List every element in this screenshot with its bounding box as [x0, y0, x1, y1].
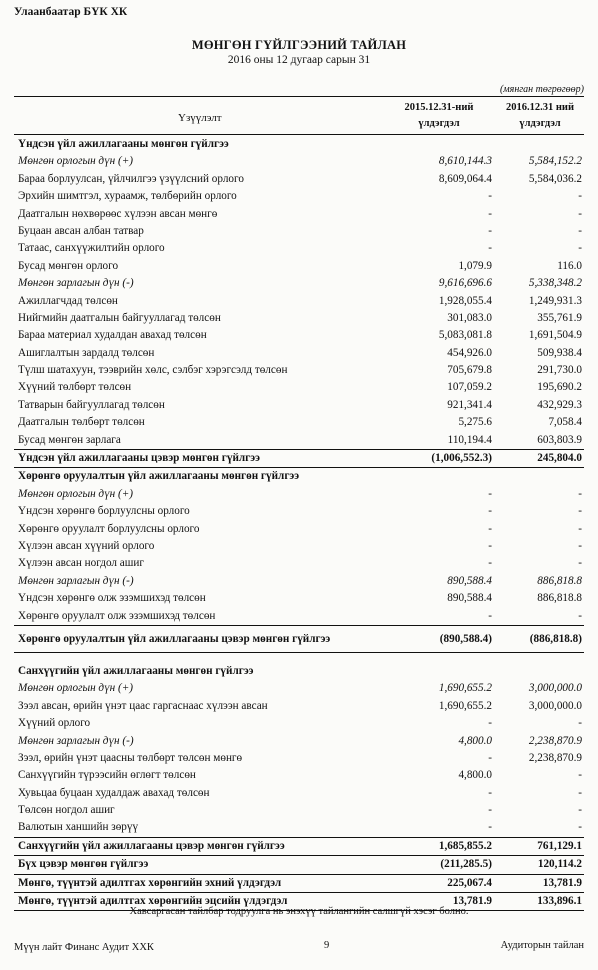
value-2016: -	[578, 804, 582, 817]
table-row	[14, 802, 584, 819]
value-2015: 107,059.2	[447, 381, 492, 394]
row-label: Мөнгөн орлогын дүн (+)	[18, 487, 134, 500]
row-label: Бусад мөнгөн орлого	[18, 259, 119, 272]
table-row	[14, 715, 584, 732]
table-row	[14, 608, 584, 625]
value-2015: 225,067.4	[447, 876, 492, 889]
value-2016: -	[578, 190, 582, 203]
company-name: Улаанбаатар БҮК ХК	[14, 6, 128, 18]
table-row	[14, 653, 584, 663]
cash-flow-table	[14, 136, 584, 911]
report-type: Аудиторын тайлан	[500, 940, 584, 951]
table-row	[14, 590, 584, 607]
row-label: Хөрөнгө оруулалтын үйл ажиллагааны цэвэр мөнгөн гүйлгээ	[18, 632, 331, 645]
table-row	[14, 153, 584, 170]
row-label: Хүлээн авсан хүүний орлого	[18, 539, 155, 552]
row-label: Хүлээн авсан ногдол ашиг	[18, 557, 144, 570]
value-2016: 2,238,870.9	[528, 734, 582, 747]
value-2015: -	[488, 751, 492, 764]
header-top-rule	[14, 96, 584, 97]
value-2015: -	[488, 207, 492, 220]
value-2015: 8,609,064.4	[438, 172, 492, 185]
value-2015: -	[488, 717, 492, 730]
header-bottom-rule	[14, 134, 584, 135]
value-2015: -	[488, 821, 492, 834]
table-row	[14, 503, 584, 520]
value-2016: -	[578, 609, 582, 622]
value-2015: -	[488, 190, 492, 203]
row-label: Хүүний орлого	[18, 717, 91, 730]
value-2015: -	[488, 522, 492, 535]
value-2015: 454,926.0	[447, 346, 492, 359]
row-label: Даатгалын төлбөрт төлсөн	[18, 416, 145, 429]
value-2016: 5,584,036.2	[528, 172, 582, 185]
table-row	[14, 663, 584, 680]
value-2015: -	[488, 505, 492, 518]
value-2015: -	[488, 804, 492, 817]
value-2016: -	[578, 522, 582, 535]
column-header-2015	[384, 100, 494, 136]
column-header-2016	[490, 100, 590, 136]
table-row	[14, 680, 584, 697]
table-row	[14, 171, 584, 188]
table-row	[14, 837, 584, 856]
table-row	[14, 856, 584, 874]
table-row	[14, 275, 584, 292]
value-2016: 1,691,504.9	[528, 329, 582, 342]
value-2015: 921,341.4	[447, 398, 492, 411]
table-row	[14, 468, 584, 485]
table-row	[14, 625, 584, 653]
value-2015: 301,083.0	[447, 311, 492, 324]
value-2016: 2,238,870.9	[528, 751, 582, 764]
row-label: Мөнгөн зарлагын дүн (-)	[18, 277, 134, 290]
value-2015: (890,588.4)	[439, 632, 492, 645]
value-2015: 705,679.8	[447, 364, 492, 377]
table-row	[14, 310, 584, 327]
value-2015: 890,588.4	[447, 592, 492, 605]
row-label: Санхүүгийн үйл ажиллагааны цэвэр мөнгөн гүйлгээ	[18, 839, 285, 852]
row-label: Хөрөнгө оруулалт борлуулсны орлого	[18, 522, 200, 535]
value-2015: 5,275.6	[458, 416, 492, 429]
row-label: Бусад мөнгөн зарлага	[18, 433, 121, 446]
value-2016: 1,249,931.3	[528, 294, 582, 307]
value-2015: -	[488, 609, 492, 622]
value-2015: (211,285.5)	[440, 858, 492, 871]
value-2016: 5,584,152.2	[528, 155, 582, 168]
value-2016: 5,338,348.2	[528, 277, 582, 290]
column-header-2016-line2: үлдэгдэл	[519, 118, 561, 129]
table-row	[14, 573, 584, 590]
row-label: Мөнгөн зарлагын дүн (-)	[18, 574, 134, 587]
table-row	[14, 293, 584, 310]
value-2015: 1,690,655.2	[438, 699, 492, 712]
value-2015: 4,800.0	[458, 769, 492, 782]
table-row	[14, 767, 584, 784]
value-2016: 13,781.9	[542, 876, 582, 889]
value-2016: -	[578, 821, 582, 834]
table-row	[14, 698, 584, 715]
value-2015: 9,616,696.6	[438, 277, 492, 290]
value-2016: 355,761.9	[537, 311, 582, 324]
value-2016: 603,803.9	[537, 433, 582, 446]
row-label: Үндсэн хөрөнгө олж эзэмшихэд төлсөн	[18, 592, 206, 605]
table-row	[14, 345, 584, 362]
value-2016: -	[578, 224, 582, 237]
row-label: Ажиллагчдад төлсөн	[18, 294, 118, 307]
table-row	[14, 819, 584, 836]
value-2016: -	[578, 769, 582, 782]
column-header-2015-line1: 2015.12.31-ний	[404, 102, 474, 113]
row-label: Хүүний төлбөрт төлсөн	[18, 381, 132, 394]
value-2015: 5,083,081.8	[438, 329, 492, 342]
row-label: Бараа борлуулсан, үйлчилгээ үзүүлсний орлого	[18, 172, 244, 185]
value-2015: 4,800.0	[458, 734, 492, 747]
value-2016: 886,818.8	[537, 592, 582, 605]
value-2016: -	[578, 487, 582, 500]
table-row	[14, 875, 584, 893]
row-label: Зээл, өрийн үнэт цаасны төлбөрт төлсөн мөнгө	[18, 751, 243, 764]
table-row	[14, 414, 584, 431]
row-label: Мөнгөн зарлагын дүн (-)	[18, 734, 134, 747]
value-2015: 13,781.9	[452, 895, 492, 908]
table-row	[14, 223, 584, 240]
table-row	[14, 538, 584, 555]
value-2016: 120,114.2	[537, 858, 582, 871]
value-2015: 110,194.4	[447, 433, 492, 446]
unit-note: (мянган төгрөгөөр)	[499, 84, 584, 95]
row-label: Хувьцаа буцаан худалдаж авахад төлсөн	[18, 786, 210, 799]
value-2016: -	[578, 557, 582, 570]
table-row	[14, 362, 584, 379]
row-label: Мөнгө, түүнтэй адилтгах хөрөнгийн эхний үлдэгдэл	[18, 876, 282, 889]
table-row	[14, 240, 584, 257]
row-label: Төлсөн ногдол ашиг	[18, 804, 115, 817]
table-row	[14, 258, 584, 275]
page-number: 9	[324, 940, 330, 951]
row-label: Мөнгөн орлогын дүн (+)	[18, 155, 134, 168]
row-label: Санхүүгийн үйл ажиллагааны мөнгөн гүйлгээ	[18, 664, 254, 677]
table-row	[14, 379, 584, 396]
table-row	[14, 750, 584, 767]
table-row	[14, 555, 584, 572]
row-label: Татварын байгууллагад төлсөн	[18, 398, 165, 411]
value-2015: 8,610,144.3	[438, 155, 492, 168]
value-2016: -	[578, 242, 582, 255]
table-row	[14, 449, 584, 468]
value-2016: 432,929.3	[537, 398, 582, 411]
row-label: Бүх цэвэр мөнгөн гүйлгээ	[18, 858, 149, 871]
row-label: Үндсэн үйл ажиллагааны мөнгөн гүйлгээ	[18, 138, 229, 150]
column-header-2015-line2: үлдэгдэл	[418, 118, 460, 129]
value-2016: (886,818.8)	[529, 632, 582, 645]
report-date: 2016 оны 12 дугаар сарын 31	[227, 54, 371, 66]
table-row	[14, 136, 584, 153]
row-label: Ашиглалтын зардалд төлсөн	[18, 346, 155, 359]
table-row	[14, 188, 584, 205]
row-label: Зээл авсан, өрийн үнэт цаас гаргаснаас хүлээн авсан	[18, 699, 268, 712]
table-row	[14, 432, 584, 449]
value-2016: -	[578, 207, 582, 220]
row-label: Хөрөнгө оруулалтын үйл ажиллагааны мөнгөн гүйлгээ	[18, 470, 300, 483]
row-label: Нийгмийн даатгалын байгууллагад төлсөн	[18, 311, 221, 324]
row-label: Бараа материал худалдан авахад төлсөн	[18, 329, 207, 342]
table-row	[14, 785, 584, 802]
value-2016: -	[578, 539, 582, 552]
value-2015: -	[488, 786, 492, 799]
value-2015: -	[488, 539, 492, 552]
value-2015: 890,588.4	[447, 574, 492, 587]
value-2016: 886,818.8	[537, 574, 582, 587]
column-header-label: Үзүүлэлт	[178, 112, 222, 124]
value-2015: -	[488, 487, 492, 500]
value-2016: 245,804.0	[537, 452, 582, 465]
row-label: Үндсэн хөрөнгө борлуулсны орлого	[18, 505, 190, 518]
row-label: Буцаан авсан албан татвар	[18, 224, 144, 237]
row-label: Үндсэн үйл ажиллагааны цэвэр мөнгөн гүйлгээ	[18, 452, 260, 465]
value-2016: 291,730.0	[537, 364, 582, 377]
row-label: Эрхийн шимтгэл, хураамж, төлбөрийн орлого	[18, 190, 237, 203]
value-2016: 116.0	[557, 259, 582, 272]
value-2016: 7,058.4	[548, 416, 582, 429]
row-label: Даатгалын нөхвөрөөс хүлээн авсан мөнгө	[18, 207, 218, 220]
table-row	[14, 327, 584, 344]
value-2016: 3,000,000.0	[528, 699, 582, 712]
value-2015: 1,079.9	[458, 259, 492, 272]
value-2016: 761,129.1	[537, 839, 582, 852]
auditor-firm: Мүүн лайт Финанс Аудит ХХК	[14, 942, 154, 953]
table-row	[14, 397, 584, 414]
value-2016: 133,896.1	[537, 895, 582, 908]
table-row	[14, 486, 584, 503]
value-2015: -	[488, 242, 492, 255]
table-row	[14, 521, 584, 538]
row-label: Татаас, санхүүжилтийн орлого	[18, 242, 165, 255]
value-2015: 1,690,655.2	[438, 682, 492, 695]
column-header-2016-line1: 2016.12.31 ний	[505, 102, 575, 113]
row-label: Түлш шатахуун, тээврийн хөлс, сэлбэг хэрэгсэлд төлсөн	[18, 364, 288, 377]
row-label: Санхүүгийн түрээсийн өглөгт төлсөн	[18, 769, 196, 782]
table-row	[14, 733, 584, 750]
value-2016: -	[578, 505, 582, 518]
row-label: Мөнгөн орлогын дүн (+)	[18, 682, 134, 695]
value-2016: 3,000,000.0	[528, 682, 582, 695]
row-label: Мөнгө, түүнтэй адилтгах хөрөнгийн эцсийн үлдэгдэл	[18, 895, 288, 908]
value-2016: 195,690.2	[537, 381, 582, 394]
value-2015: 1,928,055.4	[438, 294, 492, 307]
table-row	[14, 206, 584, 223]
value-2015: (1,006,552.3)	[431, 452, 492, 465]
value-2016: 509,938.4	[537, 346, 582, 359]
value-2016: -	[578, 717, 582, 730]
value-2016: -	[578, 786, 582, 799]
row-label: Хөрөнгө оруулалт олж эзэмшихэд төлсөн	[18, 609, 216, 622]
value-2015: -	[488, 557, 492, 570]
value-2015: -	[488, 224, 492, 237]
footer-note: Хавсаргасан тайлбар тодруулга нь энэхүү тайлангийн салшгүй хэсэг болно.	[129, 906, 469, 917]
report-title: МӨНГӨН ГҮЙЛГЭЭНИЙ ТАЙЛАН	[191, 38, 407, 52]
value-2015: 1,685,855.2	[438, 839, 492, 852]
row-label: Валютын ханшийн зөрүү	[18, 821, 139, 834]
